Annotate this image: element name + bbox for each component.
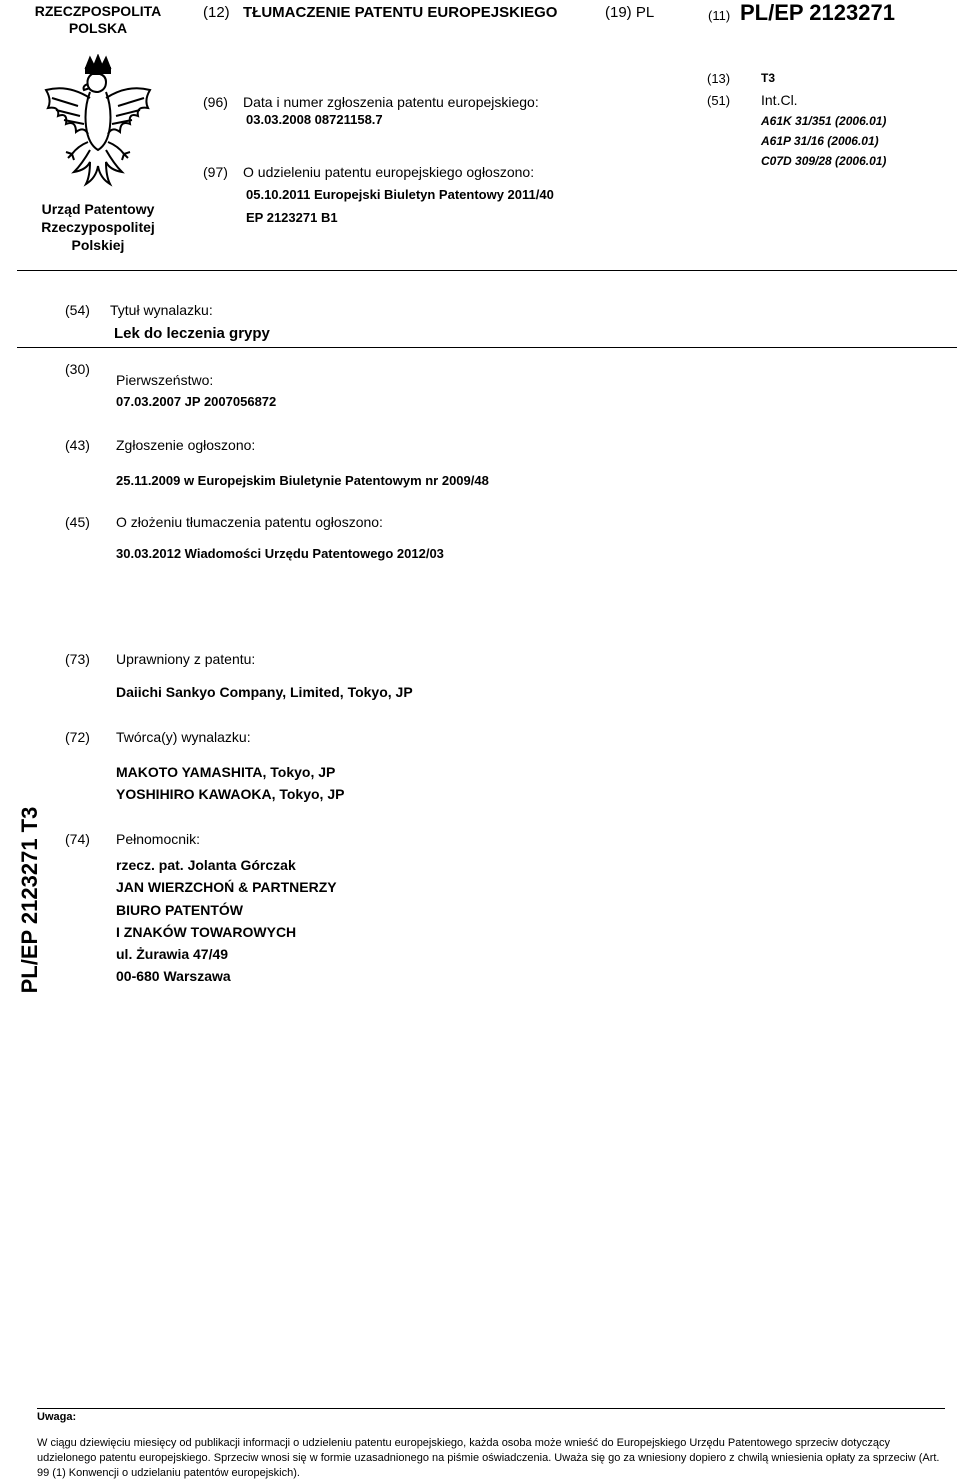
grant-value: 05.10.2011 Europejski Biuletyn Patentowy 2011/40 bbox=[246, 187, 554, 202]
polish-eagle-emblem-icon bbox=[38, 54, 158, 194]
classification-item-2: A61P 31/16 (2006.01) bbox=[761, 134, 879, 148]
invention-title: Lek do leczenia grypy bbox=[114, 325, 270, 342]
title-label: Tytuł wynalazku: bbox=[110, 302, 213, 318]
attorney-line-2: JAN WIERZCHOŃ & PARTNERZY bbox=[116, 879, 337, 896]
patent-number: PL/EP 2123271 bbox=[740, 0, 895, 25]
attorney-label: Pełnomocnik: bbox=[116, 831, 201, 847]
inventors-code: (72) bbox=[65, 729, 90, 745]
document-type: TŁUMACZENIE PATENTU EUROPEJSKIEGO bbox=[243, 4, 558, 21]
classification-code: (51) bbox=[707, 93, 731, 108]
filing-code: (96) bbox=[203, 94, 228, 110]
country-line-1: RZECZPOSPOLITA bbox=[34, 3, 162, 19]
inventors-label: Twórca(y) wynalazku: bbox=[116, 729, 251, 745]
header-divider bbox=[17, 270, 957, 271]
attorney-code: (74) bbox=[65, 831, 90, 847]
notice-text: W ciągu dziewięciu miesięcy od publikacji informacji o udzieleniu patentu europejskiego, każda osoba może wnieść do Europejskiego Urzędu Patentowego sprzeciw dotyczący udzielonego patentu europejskiego. Sprzeciw wnosi się w formie uzasadnionego na piśmie oświadczenia. Uważa się go za wniesiony dopiero z chwilą wniesienia opłaty za sprzeciw (Art. 99 (1) Konwencji o udzielaniu patentów europejskich). bbox=[37, 1437, 940, 1479]
side-patent-code-text: PL/EP 2123271 T3 bbox=[17, 806, 42, 994]
filing-value: 03.03.2008 08721158.7 bbox=[246, 112, 383, 127]
kind-value: T3 bbox=[761, 71, 776, 85]
classification-item-1: A61K 31/351 (2006.01) bbox=[761, 114, 887, 128]
proprietor-label: Uprawniony z patentu: bbox=[116, 651, 256, 667]
application-published-label: Zgłoszenie ogłoszono: bbox=[116, 437, 256, 453]
title-code: (54) bbox=[65, 302, 90, 318]
attorney-line-5: ul. Żurawia 47/49 bbox=[116, 946, 229, 963]
grant-code: (97) bbox=[203, 164, 228, 180]
office-name bbox=[18, 200, 178, 254]
translation-filed-code: (45) bbox=[65, 514, 90, 530]
code-19: (19) PL bbox=[605, 4, 655, 21]
office-line-1: Urząd Patentowy bbox=[41, 201, 155, 217]
classification-label: Int.Cl. bbox=[761, 92, 798, 108]
translation-filed-label: O złożeniu tłumaczenia patentu ogłoszono: bbox=[116, 514, 383, 530]
inventor-2: YOSHIHIRO KAWAOKA, Tokyo, JP bbox=[116, 786, 345, 802]
filing-label: Data i numer zgłoszenia patentu europejskiego: bbox=[243, 94, 539, 110]
priority-code: (30) bbox=[65, 361, 90, 377]
inventor-1: MAKOTO YAMASHITA, Tokyo, JP bbox=[116, 764, 336, 780]
proprietor-code: (73) bbox=[65, 651, 90, 667]
side-patent-code bbox=[0, 800, 60, 1000]
grant-ep-number: EP 2123271 B1 bbox=[246, 210, 338, 225]
code-11: (11) bbox=[708, 8, 731, 23]
attorney-line-6: 00-680 Warszawa bbox=[116, 968, 231, 985]
attorney-line-1: rzecz. pat. Jolanta Górczak bbox=[116, 857, 296, 873]
application-published-value: 25.11.2009 w Europejskim Biuletynie Patentowym nr 2009/48 bbox=[116, 473, 489, 488]
classification-item-3: C07D 309/28 (2006.01) bbox=[761, 154, 887, 168]
proprietor-value: Daiichi Sankyo Company, Limited, Tokyo, JP bbox=[116, 684, 413, 700]
notice-label: Uwaga: bbox=[37, 1411, 77, 1423]
notice-divider bbox=[37, 1408, 945, 1409]
priority-value: 07.03.2007 JP 2007056872 bbox=[116, 394, 277, 409]
translation-filed-value: 30.03.2012 Wiadomości Urzędu Patentowego 2012/03 bbox=[116, 546, 444, 561]
attorney-line-4: I ZNAKÓW TOWAROWYCH bbox=[116, 923, 297, 940]
code-12: (12) bbox=[203, 4, 230, 21]
grant-label: O udzieleniu patentu europejskiego ogłoszono: bbox=[243, 164, 535, 180]
attorney-line-3: BIURO PATENTÓW bbox=[116, 901, 244, 918]
country-name bbox=[18, 3, 178, 37]
priority-label: Pierwszeństwo: bbox=[116, 372, 214, 388]
attorney-address bbox=[116, 854, 337, 988]
application-published-code: (43) bbox=[65, 437, 90, 453]
office-line-3: Polskiej bbox=[71, 237, 125, 253]
kind-code: (13) bbox=[707, 71, 731, 86]
country-line-2: POLSKA bbox=[68, 20, 128, 36]
office-line-2: Rzeczypospolitej bbox=[41, 219, 155, 235]
title-divider bbox=[17, 347, 957, 348]
